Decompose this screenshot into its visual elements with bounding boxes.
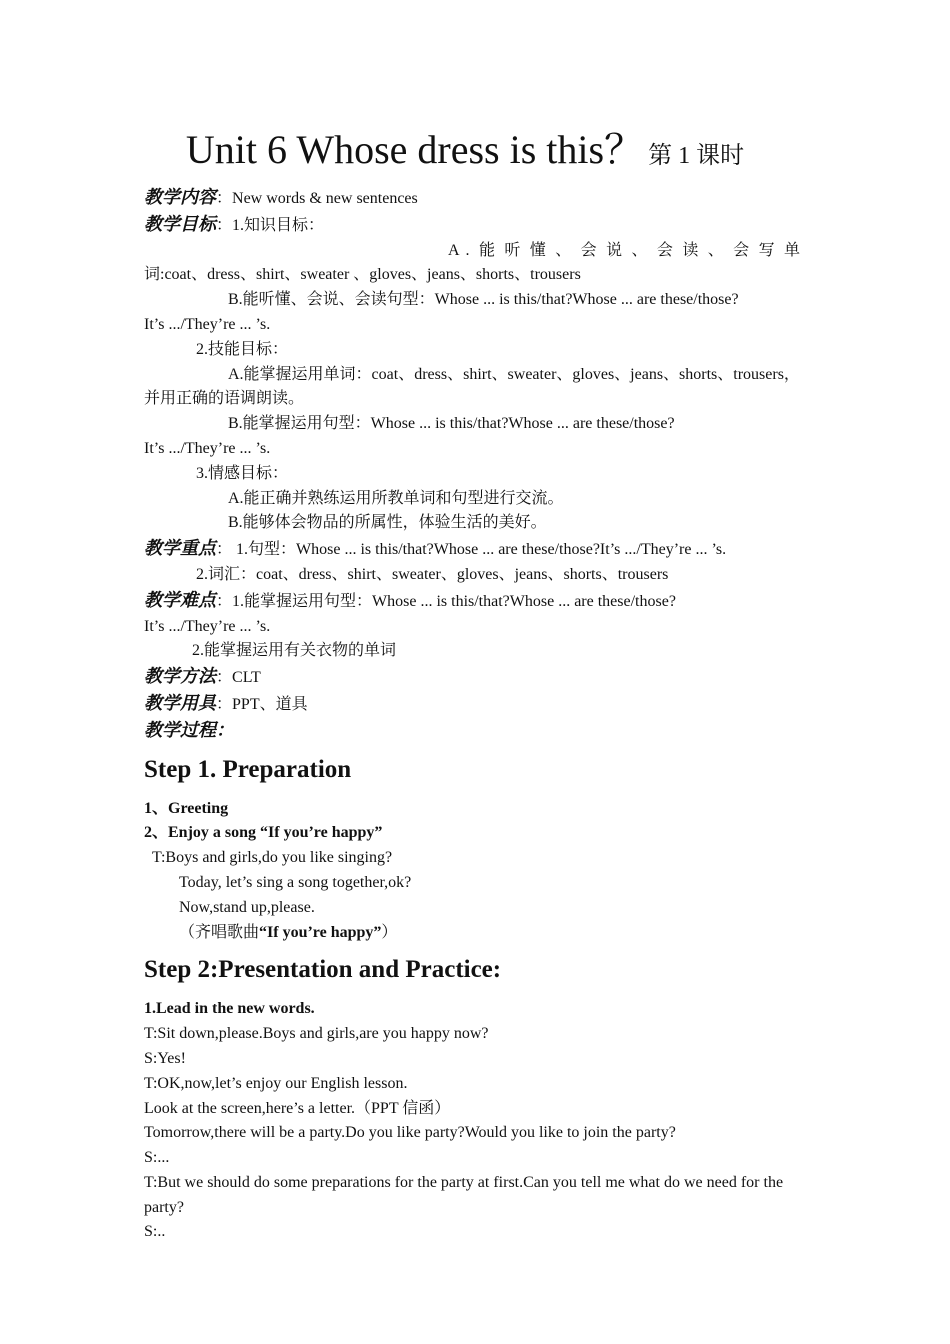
- step1-line-4-song: “If you’re happy”: [259, 923, 382, 941]
- objective-3b: B.能够体会物品的所属性，体验生活的美好。: [228, 514, 547, 532]
- step1-line-1: T:Boys and girls,do you like singing?: [152, 849, 393, 867]
- objective-1a-line2: 词:coat、dress、shirt、sweater 、gloves、jeans、shorts、trousers: [144, 266, 581, 284]
- step2-heading: Step 2:Presentation and Practice:: [144, 956, 502, 984]
- teaching-tools: [144, 691, 806, 718]
- step2-line-1: T:Sit down,please.Boys and girls,are you happy now?: [144, 1025, 489, 1043]
- label-sep: ：: [216, 190, 233, 207]
- objective-item-1: 1.知识目标：: [232, 216, 325, 234]
- key-points-label: 教学重点: [144, 538, 216, 559]
- objectives-label: 教学目标: [144, 213, 216, 234]
- title-main: Unit 6 Whose dress is this？: [185, 127, 645, 172]
- document-page: [144, 124, 806, 1245]
- difficulties-label: 教学难点: [144, 589, 216, 610]
- step2-line-6: S:...: [144, 1149, 170, 1167]
- difficulty-2: 2.能掌握运用有关衣物的单词: [192, 642, 397, 660]
- step2-line-7: T:But we should do some preparations for the party at first.Can you tell me what do we need for the party?: [144, 1173, 784, 1216]
- teaching-content-text: New words & new sentences: [232, 190, 418, 207]
- teaching-tools-text: PPT、道具: [232, 695, 308, 713]
- objectives-heading: [144, 212, 806, 239]
- label-sep: ：: [216, 719, 234, 740]
- label-sep: ：: [216, 592, 233, 610]
- step2-line-8: S:..: [144, 1223, 166, 1241]
- step1-heading: Step 1. Preparation: [144, 755, 352, 783]
- objective-item-2: 2.技能目标：: [196, 340, 289, 358]
- teaching-content: [144, 185, 806, 212]
- objective-1b-line2: It’s .../They’re ... ’s.: [144, 315, 271, 333]
- objective-item-3: 3.情感目标：: [196, 464, 289, 482]
- teaching-process-label: 教学过程: [144, 719, 216, 740]
- difficulty-1-cont: It’s .../They’re ... ’s.: [144, 617, 271, 635]
- label-sep: ：: [216, 541, 233, 559]
- step2-line-5: Tomorrow,there will be a party.Do you like party?Would you like to join the party?: [144, 1124, 676, 1142]
- difficulties: [144, 588, 806, 615]
- objective-1a-line1: A.能听懂、会说、会读、会写单: [448, 241, 806, 259]
- step2-line-2: S:Yes!: [144, 1049, 186, 1067]
- step1-song: 2、Enjoy a song “If you’re happy”: [144, 824, 383, 842]
- step2-lead: 1.Lead in the new words.: [144, 1000, 315, 1018]
- key-points: [144, 536, 806, 563]
- objective-2a: A.能掌握运用单词：coat、dress、shirt、sweater、gloves、jeans、shorts、trousers，并用正确的语调朗读。: [144, 365, 800, 408]
- label-sep: ：: [216, 669, 233, 687]
- objective-3a: A.能正确并熟练运用所教单词和句型进行交流。: [228, 489, 564, 507]
- title-sub: 第 1 课时: [648, 143, 745, 169]
- teaching-method-label: 教学方法: [144, 666, 216, 687]
- key-point-2: 2.词汇：coat、dress、shirt、sweater、gloves、jeans、shorts、trousers: [196, 565, 669, 583]
- teaching-content-label: 教学内容: [144, 187, 216, 207]
- objective-2b-line2: It’s .../They’re ... ’s.: [144, 439, 271, 457]
- step2-line-3: T:OK,now,let’s enjoy our English lesson.: [144, 1074, 408, 1092]
- teaching-method: [144, 664, 806, 691]
- teaching-method-text: CLT: [232, 669, 261, 687]
- step1-line-2: Today, let’s sing a song together,ok?: [179, 873, 412, 891]
- step1-line-3: Now,stand up,please.: [179, 898, 315, 916]
- document-title: [124, 124, 806, 185]
- difficulty-1: 1.能掌握运用句型：Whose ... is this/that?Whose ... are these/those?: [232, 592, 676, 610]
- teaching-process: [144, 718, 806, 745]
- step2-line-4: Look at the screen,here’s a letter.（PPT 信函）: [144, 1099, 451, 1117]
- step1-greeting: 1、Greeting: [144, 799, 229, 817]
- label-sep: ：: [216, 695, 233, 713]
- objective-2b-line1: B.能掌握运用句型：Whose ... is this/that?Whose ... are these/those?: [228, 415, 675, 433]
- step1-line-4: [144, 921, 806, 946]
- step1-line-4-pre: （齐唱歌曲: [179, 923, 260, 941]
- key-point-1: 1.句型：Whose ... is this/that?Whose ... are these/those?It’s .../They’re ... ’s.: [232, 541, 727, 559]
- teaching-tools-label: 教学用具: [144, 692, 216, 713]
- objective-1b-line1: B.能听懂、会说、会读句型：Whose ... is this/that?Whose ... are these/those?: [228, 291, 739, 309]
- label-sep: ：: [216, 216, 233, 234]
- step1-line-4-post: ）: [381, 923, 398, 941]
